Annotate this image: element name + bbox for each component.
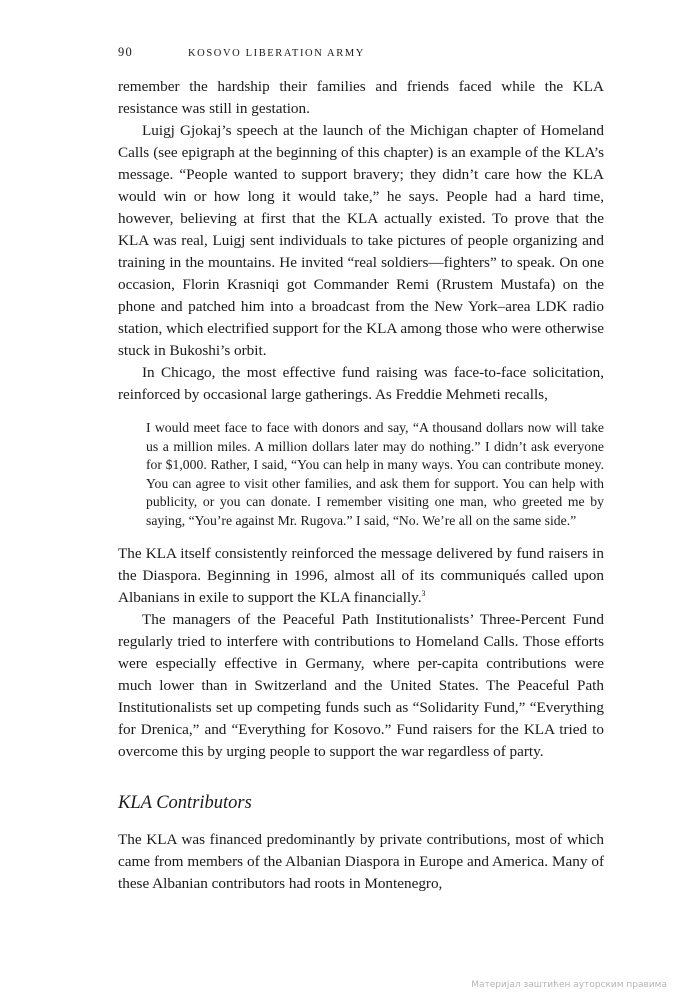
section-heading: KLA Contributors — [118, 792, 252, 813]
paragraph-peaceful-path: The managers of the Peaceful Path Institutionalists’ Three-Percent Fund regularly tried to interfere with contributions to Homeland Calls. Those efforts were especially effective in Germany, where per-capita contributions were much lower than in Switzerland and the United States. The Peaceful Path Institutionalists set up competing funds such as “Solidarity Fund,” “Everything for Drenica,” and “Everything for Kosovo.” Fund raisers for the KLA tried to overcome this by urging people to support the war regardless of party. — [118, 610, 604, 760]
paragraph-gjokaj: Luigj Gjokaj’s speech at the launch of the Michigan chapter of Homeland Calls (see epigraph at the beginning of this chapter) is an example of the KLA’s message. “People wanted to support bravery; they didn’t care how the KLA would win or how long it would take,” he says. People had a hard time, however, believing at first that the KLA actually existed. To prove that the KLA was real, Luigj sent individuals to take pictures of people organizing and training in the mountains. He invited “real soldiers—fighters” to speak. On one occasion, Florin Krasniqi got Commander Remi (Rrustem Mustafa) on the phone and patched him into a broadcast from the New York–area LDK radio station, which electrified support for the KLA among those who were otherwise stuck in Bukoshi’s orbit. — [118, 122, 604, 359]
paragraph-communiques-text: The KLA itself consistently reinforced the message delivered by fund raisers in the Diaspora. Beginning in 1996, almost all of its communiqués called upon Albanians in exile to support the KLA financially. — [118, 544, 604, 606]
footnote-marker: 3 — [421, 588, 426, 598]
paragraph-contributors: The KLA was financed predominantly by private contributions, most of which came from members of the Albanian Diaspora in Europe and America. Many of these Albanian contributors had roots in Montenegro, — [118, 830, 604, 892]
paragraph-communiques — [118, 543, 604, 609]
running-title: KOSOVO LIBERATION ARMY — [188, 48, 365, 59]
running-head — [118, 44, 604, 62]
page-number: 90 — [118, 45, 133, 59]
block-quote-mehmeti: I would meet face to face with donors and say, “A thousand dollars now will take us a million miles. A million dollars later may do nothing.” I didn’t ask everyone for $1,000. Rather, I said, “You can help in many ways. You can contribute money. You can agree to visit other families, and ask them for support. You can help with publicity, or you can donate. I remember visiting one man, who greeted me by saying, “You’re against Mr. Rugova.” I said, “No. We’re all on the same side.” — [146, 420, 604, 528]
paragraph-chicago: In Chicago, the most effective fund raising was face-to-face solicitation, reinforced by occasional large gatherings. As Freddie Mehmeti recalls, — [118, 364, 604, 403]
copyright-watermark: Материјал заштићен ауторским правима — [471, 980, 667, 990]
page-body — [118, 76, 604, 895]
paragraph-continuation: remember the hardship their families and friends faced while the KLA resistance was still in gestation. — [118, 78, 604, 117]
